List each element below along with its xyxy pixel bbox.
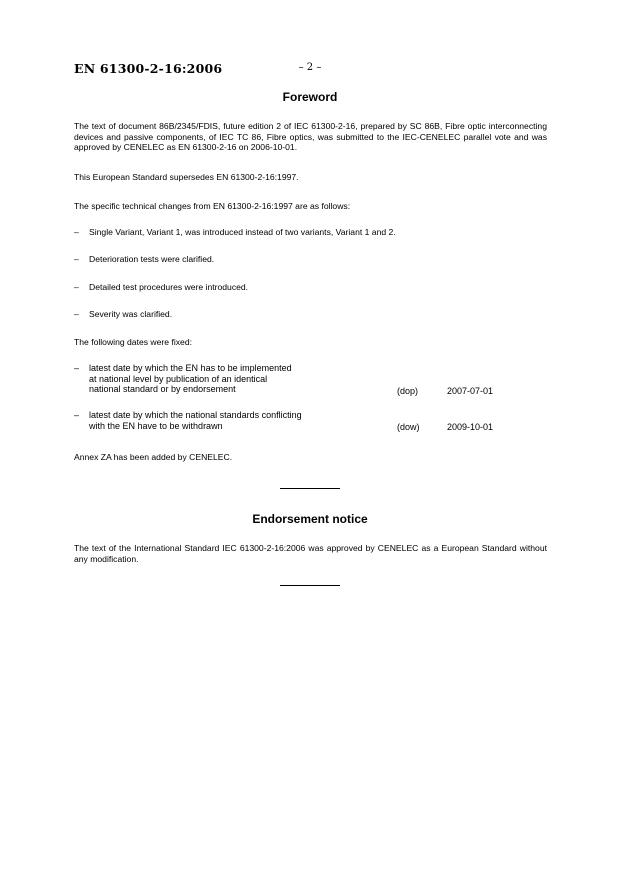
date-item-line: national standard or by endorsement — [89, 384, 236, 395]
date-item-description — [89, 410, 379, 431]
list-dash: – — [74, 363, 80, 373]
foreword-heading: Foreword — [282, 90, 338, 104]
document-id: EN 61300-2-16:2006 — [74, 61, 223, 76]
date-item-abbreviation: (dow) — [397, 422, 420, 432]
changes-intro-paragraph: The specific technical changes from EN 61300-2-16:1997 are as follows: — [74, 201, 351, 211]
list-dash: – — [74, 254, 79, 264]
change-item: Severity was clarified. — [89, 309, 173, 319]
date-item-line: at national level by publication of an identical — [89, 373, 268, 384]
date-item-date: 2007-07-01 — [447, 386, 494, 396]
section-divider — [280, 585, 340, 586]
supersedes-paragraph: This European Standard supersedes EN 61300-2-16:1997. — [74, 172, 299, 182]
change-item: Detailed test procedures were introduced. — [89, 282, 249, 292]
change-item: Deterioration tests were clarified. — [89, 254, 215, 264]
list-dash: – — [74, 282, 79, 292]
date-item-abbreviation: (dop) — [397, 386, 419, 396]
section-divider — [280, 488, 340, 489]
list-dash: – — [74, 410, 80, 420]
list-dash: – — [74, 227, 79, 237]
endorsement-heading: Endorsement notice — [252, 512, 368, 526]
date-item-line: latest date by which the EN has to be implemented — [89, 363, 292, 373]
date-item-line: latest date by which the national standards conflicting — [89, 410, 302, 420]
foreword-intro-paragraph: The text of document 86B/2345/FDIS, future edition 2 of IEC 61300-2-16, prepared by SC 86B, Fibre optic interconnecting devices and passive components, of IEC TC 86, Fibre optics, was submitted to the IEC-CENELEC parallel vote and was approved by CENELEC as EN 61300-2-16 on 2006-10-01. — [74, 121, 547, 153]
page-number: – 2 – — [298, 62, 322, 73]
endorsement-paragraph: The text of the International Standard IEC 61300-2-16:2006 was approved by CENELEC as a European Standard without any modification. — [74, 543, 547, 564]
date-item-date: 2009-10-01 — [447, 422, 494, 432]
list-dash: – — [74, 309, 79, 319]
annex-paragraph: Annex ZA has been added by CENELEC. — [74, 452, 233, 462]
date-item-line: with the EN have to be withdrawn — [89, 420, 223, 431]
dates-intro-paragraph: The following dates were fixed: — [74, 337, 192, 347]
date-item-description — [89, 363, 379, 395]
change-item: Single Variant, Variant 1, was introduced instead of two variants, Variant 1 and 2. — [89, 227, 396, 237]
